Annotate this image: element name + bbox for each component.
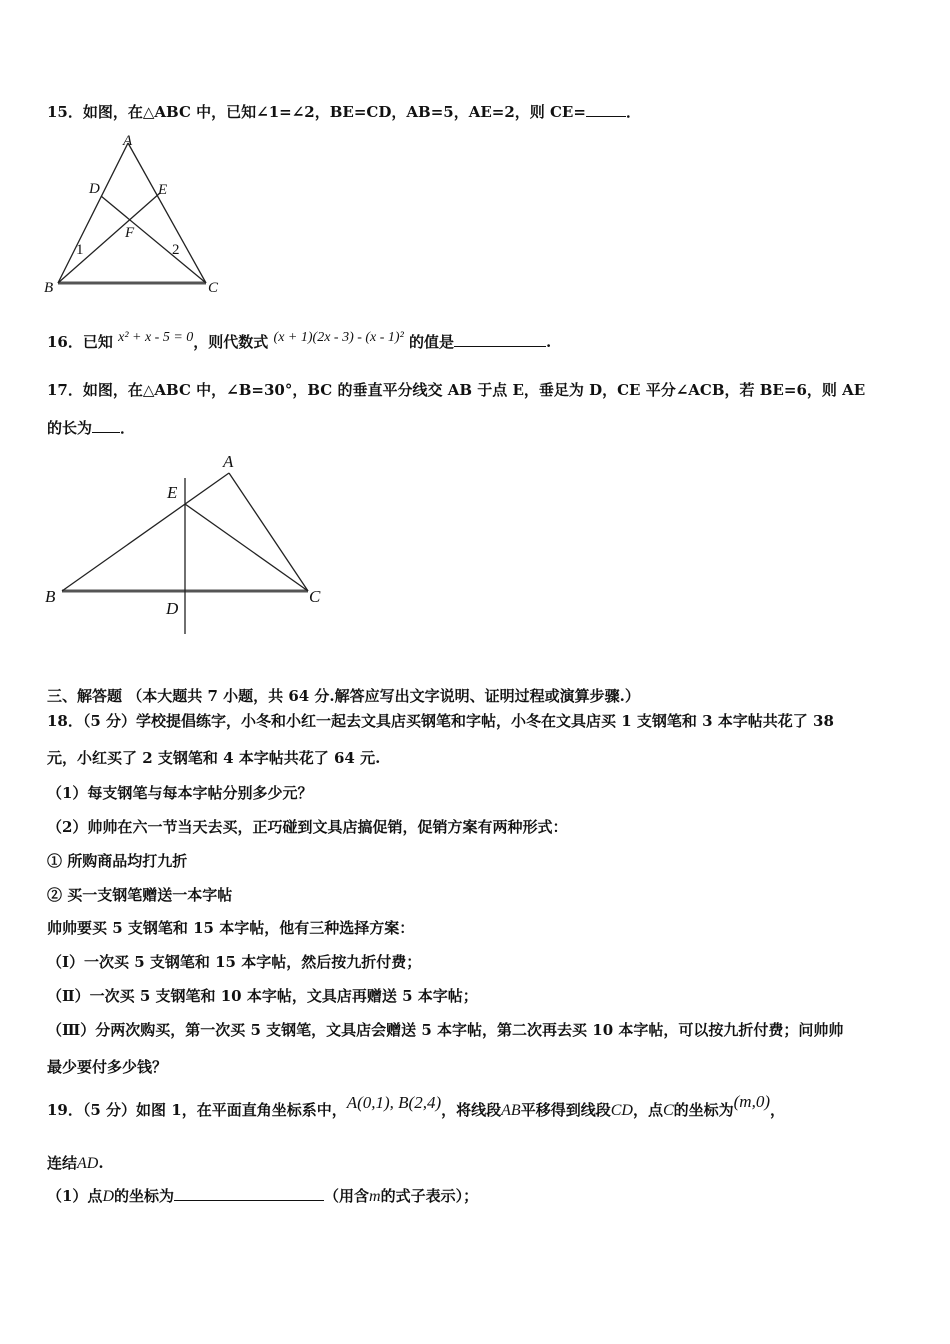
q16-answer-blank bbox=[454, 332, 546, 347]
q19-p1d: 的式子表示）； bbox=[380, 1187, 479, 1205]
q18-part3: 帅帅要买 5 支钢笔和 15 本字帖，他有三种选择方案： bbox=[47, 919, 415, 937]
q15-label-b: B bbox=[44, 280, 54, 296]
q15-answer-blank bbox=[586, 102, 626, 117]
q17-figure bbox=[40, 448, 340, 643]
q17-segment-ce bbox=[185, 504, 308, 591]
q17-label-b: B bbox=[45, 587, 56, 606]
q16-tail: . bbox=[546, 333, 552, 351]
q18-scheme3: （Ⅲ）分两次购买，第一次买 5 支钢笔，文具店会赠送 5 本字帖，第二次再去买 10 本字帖，可以按九折付费；问帅帅 bbox=[47, 1021, 844, 1039]
q17-label-e: E bbox=[167, 483, 178, 502]
q19-line2 bbox=[47, 1153, 104, 1174]
q15-segment-ab bbox=[58, 143, 128, 283]
q15-segment-ac bbox=[128, 143, 206, 283]
q17-tail: ． bbox=[120, 419, 136, 437]
q16-expression: (x + 1)(2x - 3) - (x - 1)² bbox=[273, 330, 404, 345]
q18-option1: ① 所购商品均打九折 bbox=[47, 852, 188, 870]
q19-mid4: 的坐标为 bbox=[673, 1101, 734, 1119]
q15-text: 15．如图，在△ABC 中，已知∠1=∠2，BE=CD，AB=5，AE=2，则 CE= bbox=[47, 103, 586, 121]
q19-point-d: D bbox=[102, 1188, 114, 1205]
q19-var-m: m bbox=[369, 1188, 381, 1205]
q19-prefix: 19．（5 分）如图 1，在平面直角坐标系中， bbox=[47, 1101, 347, 1119]
q15-label-e: E bbox=[158, 182, 168, 198]
q15-label-angle1: 1 bbox=[76, 242, 84, 258]
q18-option2: ② 买一支钢笔赠送一本字帖 bbox=[47, 886, 233, 904]
section3-title: 三、解答题 （本大题共 7 小题，共 64 分.解答应写出文字说明、证明过程或演算步骤.） bbox=[47, 687, 640, 705]
q19-mid1: ，将线段 bbox=[441, 1101, 502, 1119]
q19-p1a: （1）点 bbox=[47, 1187, 103, 1205]
q15-line bbox=[47, 102, 641, 122]
q19-answer-blank bbox=[174, 1186, 324, 1201]
q16-prefix: 16．已知 bbox=[47, 333, 113, 351]
q19-p1c: （用含 bbox=[324, 1187, 370, 1205]
q15-segment-be bbox=[58, 193, 160, 283]
q15-label-c: C bbox=[208, 280, 219, 296]
q16-line bbox=[47, 332, 551, 354]
q17-segment-ac bbox=[229, 473, 308, 591]
q18-scheme3-cont: 最少要付多少钱？ bbox=[47, 1058, 168, 1076]
q15-label-d: D bbox=[89, 181, 100, 197]
q19-line1 bbox=[47, 1092, 786, 1121]
q18-line1: 18．（5 分）学校提倡练字，小冬和小红一起去文具店买钢笔和字帖，小冬在文具店买 1 支钢笔和 3 本字帖共花了 38 bbox=[47, 712, 834, 730]
q17-label-d: D bbox=[166, 599, 179, 618]
q17-line2 bbox=[47, 418, 135, 438]
q15-figure bbox=[40, 130, 230, 300]
q18-line2: 元，小红买了 2 支钢笔和 4 本字帖共花了 64 元. bbox=[47, 749, 381, 767]
q17-label-c: C bbox=[309, 587, 321, 606]
q17-segment-ab bbox=[62, 473, 229, 591]
q17-label-a: A bbox=[223, 452, 234, 471]
q18-scheme2: （Ⅱ）一次买 5 支钢笔和 10 本字帖，文具店再赠送 5 本字帖； bbox=[47, 987, 478, 1005]
q17-line1: 17．如图，在△ABC 中，∠B=30°，BC 的垂直平分线交 AB 于点 E，垂足为 D，CE 平分∠ACB，若 BE=6，则 AE bbox=[47, 381, 866, 399]
q18-scheme1: （Ⅰ）一次买 5 支钢笔和 15 本字帖，然后按九折付费； bbox=[47, 953, 422, 971]
q18-part2: （2）帅帅在六一节当天去买，正巧碰到文具店搞促销，促销方案有两种形式： bbox=[47, 818, 568, 836]
q16-equation: x² + x - 5 = 0 bbox=[118, 330, 194, 345]
q15-label-angle2: 2 bbox=[172, 242, 180, 258]
q15-label-a: A bbox=[123, 133, 133, 149]
q19-point-c: C bbox=[662, 1102, 674, 1119]
q19-line2b: . bbox=[98, 1154, 104, 1172]
q19-segment-cd: CD bbox=[610, 1102, 633, 1119]
q19-points: A(0,1), B(2,4) bbox=[346, 1093, 442, 1112]
q15-label-f: F bbox=[125, 225, 135, 241]
q19-coord: (m,0) bbox=[733, 1092, 770, 1111]
q19-mid2: 平移得到线段 bbox=[520, 1101, 611, 1119]
q19-segment-ad: AD bbox=[77, 1155, 99, 1172]
q18-part1: （1）每支钢笔与每本字帖分别多少元？ bbox=[47, 784, 313, 802]
q19-segment-ab: AB bbox=[501, 1102, 521, 1119]
q17-answer-blank bbox=[92, 418, 120, 433]
q19-mid3: ，点 bbox=[632, 1101, 663, 1119]
q16-mid: ，则代数式 bbox=[193, 333, 269, 351]
q15-segment-cd bbox=[101, 196, 206, 283]
q19-p1b: 的坐标为 bbox=[114, 1187, 175, 1205]
q19-end: ， bbox=[770, 1101, 786, 1119]
q17-line2-text: 的长为 bbox=[47, 419, 93, 437]
q15-tail: ． bbox=[625, 103, 641, 121]
q19-part1 bbox=[47, 1186, 478, 1207]
q19-line2a: 连结 bbox=[47, 1154, 78, 1172]
q16-suffix: 的值是 bbox=[409, 333, 455, 351]
